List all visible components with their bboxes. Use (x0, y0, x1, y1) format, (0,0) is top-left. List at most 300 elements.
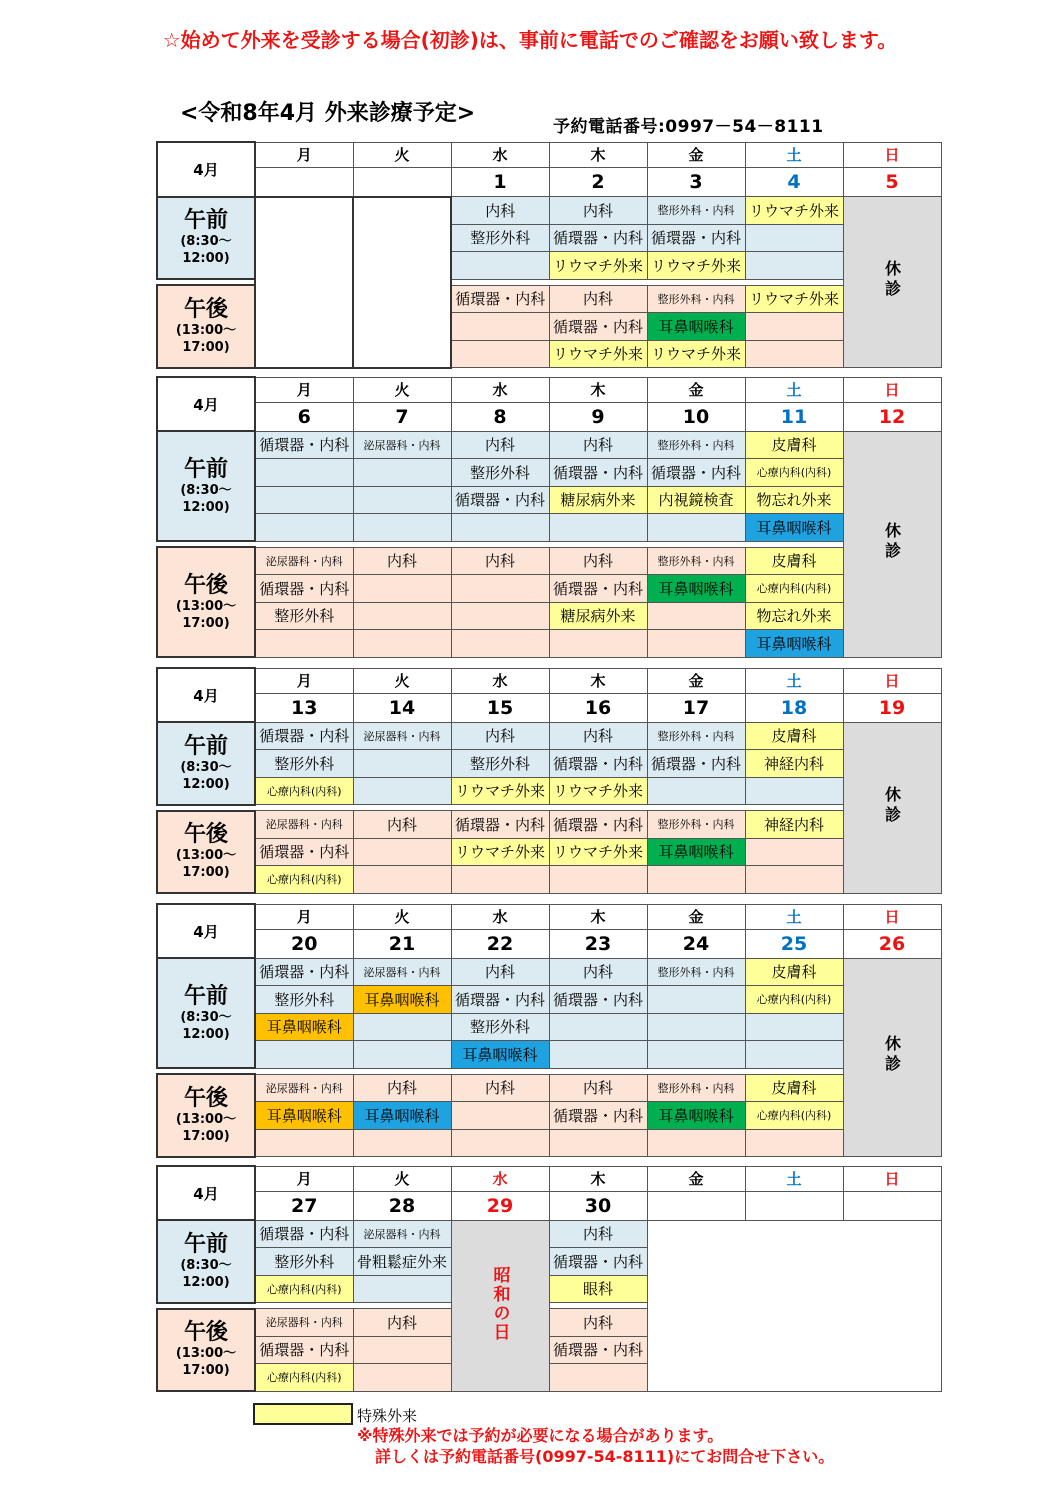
clinic-cell: 神経内科 (745, 750, 843, 778)
month-label: 4月 (157, 1166, 255, 1220)
session-time: (8:30～ (180, 759, 232, 775)
weekday-header: 月 (255, 377, 353, 402)
date-cell: 15 (451, 693, 549, 722)
clinic-cell: 眼科 (549, 1275, 647, 1303)
clinic-cell: 循環器・内科 (549, 750, 647, 778)
clinic-cell (353, 1129, 451, 1157)
session-name: 午前 (183, 983, 228, 1009)
clinic-cell (745, 224, 843, 252)
clinic-cell (353, 777, 451, 805)
week-table (156, 903, 942, 1158)
week-table (156, 376, 942, 658)
clinic-cell: 心療内科(内科) (745, 575, 843, 603)
weekday-header: 金 (647, 142, 745, 167)
afternoon-label (157, 1309, 255, 1392)
clinic-cell: 物忘れ外来 (745, 602, 843, 630)
clinic-cell: 耳鼻咽喉科 (255, 1013, 353, 1041)
clinic-cell: 内科 (451, 547, 549, 575)
weekday-header: 日 (843, 904, 941, 929)
session-name: 午後 (183, 296, 228, 322)
weekday-header: 土 (745, 1166, 843, 1191)
clinic-cell (549, 514, 647, 542)
closed-label: 休診 (882, 1035, 902, 1076)
clinic-cell: 整形外科 (451, 750, 549, 778)
clinic-cell (745, 838, 843, 866)
clinic-cell: 循環器・内科 (647, 459, 745, 487)
weekday-header: 金 (647, 377, 745, 402)
weekday-header: 日 (843, 142, 941, 167)
clinic-cell: 内科 (451, 431, 549, 459)
clinic-cell: リウマチ外来 (451, 777, 549, 805)
date-cell (745, 1191, 843, 1220)
clinic-cell (353, 1041, 451, 1069)
date-cell: 16 (549, 693, 647, 722)
clinic-cell (647, 1129, 745, 1157)
clinic-cell: 内科 (353, 811, 451, 839)
session-name: 午後 (183, 822, 228, 848)
clinic-cell (353, 838, 451, 866)
clinic-cell: 内科 (549, 1074, 647, 1102)
clinic-cell (647, 1041, 745, 1069)
afternoon-label (157, 285, 255, 368)
clinic-cell: 循環器・内科 (549, 575, 647, 603)
clinic-cell: 内科 (549, 958, 647, 986)
session-time: 12:00) (182, 499, 230, 515)
clinic-cell (549, 1013, 647, 1041)
clinic-cell (353, 602, 451, 630)
date-cell: 27 (255, 1191, 353, 1220)
date-cell: 8 (451, 402, 549, 431)
closed-label: 休診 (882, 785, 902, 826)
clinic-cell (745, 777, 843, 805)
legend-label: 特殊外来 (357, 1407, 418, 1425)
clinic-cell: 内科 (549, 722, 647, 750)
date-cell (255, 167, 353, 197)
weekday-header: 土 (745, 904, 843, 929)
date-cell: 23 (549, 929, 647, 958)
date-cell: 13 (255, 693, 353, 722)
afternoon-label (157, 811, 255, 894)
clinic-cell (451, 575, 549, 603)
clinic-cell: 耳鼻咽喉科 (745, 630, 843, 658)
clinic-cell: 整形外科 (451, 224, 549, 252)
date-cell: 18 (745, 693, 843, 722)
clinic-cell: 整形外科 (255, 602, 353, 630)
clinic-cell (647, 986, 745, 1014)
date-cell: 12 (843, 402, 941, 431)
empty-block (353, 197, 451, 368)
session-name: 午前 (183, 456, 228, 482)
clinic-cell: 皮膚科 (745, 547, 843, 575)
clinic-cell: 整形外科・内科 (647, 285, 745, 313)
clinic-cell: 内科 (451, 722, 549, 750)
date-cell: 4 (745, 167, 843, 197)
clinic-cell: 耳鼻咽喉科 (647, 313, 745, 341)
morning-label (157, 197, 255, 280)
clinic-cell: 心療内科(内科) (255, 1364, 353, 1392)
legend-swatch (253, 1403, 353, 1425)
date-cell: 25 (745, 929, 843, 958)
closed-cell (843, 958, 941, 1157)
weekday-header: 日 (843, 1166, 941, 1191)
clinic-cell: リウマチ外来 (451, 838, 549, 866)
weekday-header: 金 (647, 904, 745, 929)
month-label: 4月 (157, 668, 255, 722)
clinic-cell (353, 1364, 451, 1392)
clinic-cell: 整形外科 (255, 750, 353, 778)
weekday-header: 土 (745, 668, 843, 693)
date-cell: 6 (255, 402, 353, 431)
clinic-cell: リウマチ外来 (647, 340, 745, 368)
clinic-cell: 糖尿病外来 (549, 602, 647, 630)
session-time: (8:30～ (180, 1257, 232, 1273)
clinic-cell (647, 630, 745, 658)
clinic-cell: 整形外科 (255, 986, 353, 1014)
clinic-cell: 整形外科 (255, 1248, 353, 1276)
empty-block (647, 1220, 941, 1391)
clinic-cell: 循環器・内科 (549, 224, 647, 252)
clinic-cell: 内科 (549, 1309, 647, 1337)
clinic-cell (745, 1129, 843, 1157)
date-cell: 3 (647, 167, 745, 197)
date-cell (647, 1191, 745, 1220)
clinic-cell: 循環器・内科 (549, 1102, 647, 1130)
clinic-cell: 骨粗鬆症外来 (353, 1248, 451, 1276)
empty-block (255, 197, 353, 368)
clinic-cell: 心療内科(内科) (255, 777, 353, 805)
clinic-cell: 耳鼻咽喉科 (451, 1041, 549, 1069)
session-time: (8:30～ (180, 234, 232, 250)
clinic-cell (255, 630, 353, 658)
clinic-cell: 循環器・内科 (451, 986, 549, 1014)
session-name: 午後 (183, 1320, 228, 1346)
session-name: 午前 (183, 1231, 228, 1257)
clinic-cell: 整形外科・内科 (647, 1074, 745, 1102)
weekday-header: 木 (549, 904, 647, 929)
clinic-cell: 循環器・内科 (549, 313, 647, 341)
clinic-cell (745, 252, 843, 280)
session-time: (13:00～ (175, 322, 237, 338)
weekday-header: 水 (451, 904, 549, 929)
clinic-cell: 循環器・内科 (255, 722, 353, 750)
date-cell: 20 (255, 929, 353, 958)
clinic-cell: 耳鼻咽喉科 (647, 575, 745, 603)
clinic-cell (353, 1275, 451, 1303)
date-cell (843, 1191, 941, 1220)
clinic-cell: リウマチ外来 (647, 252, 745, 280)
clinic-cell (647, 866, 745, 894)
clinic-cell: 糖尿病外来 (549, 486, 647, 514)
clinic-cell: 整形外科・内科 (647, 431, 745, 459)
clinic-cell (451, 866, 549, 894)
date-cell: 28 (353, 1191, 451, 1220)
weekday-header: 金 (647, 1166, 745, 1191)
clinic-cell: リウマチ外来 (549, 838, 647, 866)
clinic-cell: 整形外科・内科 (647, 197, 745, 225)
clinic-cell: 循環器・内科 (255, 575, 353, 603)
clinic-cell (353, 1013, 451, 1041)
clinic-cell: 整形外科・内科 (647, 811, 745, 839)
clinic-cell: 皮膚科 (745, 722, 843, 750)
weekday-header: 水 (451, 377, 549, 402)
clinic-cell (353, 630, 451, 658)
date-cell: 29 (451, 1191, 549, 1220)
session-time: 17:00) (182, 865, 230, 881)
clinic-cell (451, 1102, 549, 1130)
week-table (156, 141, 942, 369)
closed-cell (843, 722, 941, 893)
session-time: (8:30～ (180, 1009, 232, 1025)
clinic-cell: 内科 (353, 547, 451, 575)
session-name: 午前 (183, 208, 228, 234)
date-cell: 21 (353, 929, 451, 958)
clinic-cell: 内科 (451, 958, 549, 986)
clinic-cell (353, 486, 451, 514)
clinic-cell: 耳鼻咽喉科 (353, 986, 451, 1014)
clinic-cell: 心療内科(内科) (745, 459, 843, 487)
morning-label (157, 431, 255, 541)
clinic-cell: 心療内科(内科) (745, 1102, 843, 1130)
morning-label (157, 722, 255, 805)
clinic-cell: 循環器・内科 (647, 750, 745, 778)
weekday-header: 木 (549, 668, 647, 693)
clinic-cell (451, 514, 549, 542)
footnote-line-2: 詳しくは予約電話番号(0997-54-8111)にてお問合せ下さい。 (375, 1447, 835, 1466)
clinic-cell: 泌尿器科・内科 (353, 431, 451, 459)
closed-label: 休診 (882, 260, 902, 300)
clinic-cell (451, 252, 549, 280)
session-time: (13:00～ (175, 1346, 237, 1362)
clinic-cell: 内科 (451, 197, 549, 225)
footnote-line-1: ※特殊外来では予約が必要になる場合があります。 (357, 1426, 724, 1445)
clinic-cell: 内視鏡検査 (647, 486, 745, 514)
clinic-cell: リウマチ外来 (745, 197, 843, 225)
clinic-cell: 循環器・内科 (549, 459, 647, 487)
clinic-cell: 内科 (549, 285, 647, 313)
clinic-cell (647, 514, 745, 542)
date-cell: 30 (549, 1191, 647, 1220)
clinic-cell (549, 866, 647, 894)
clinic-cell (255, 459, 353, 487)
clinic-cell: リウマチ外来 (745, 285, 843, 313)
date-cell: 24 (647, 929, 745, 958)
clinic-cell: 泌尿器科・内科 (353, 1220, 451, 1248)
weekday-header: 火 (353, 377, 451, 402)
clinic-cell (549, 630, 647, 658)
clinic-cell (451, 313, 549, 341)
clinic-cell: 循環器・内科 (549, 1248, 647, 1276)
date-cell: 22 (451, 929, 549, 958)
weekday-header: 水 (451, 142, 549, 167)
showa-day-label: 昭和の日 (489, 1265, 510, 1342)
morning-label (157, 1220, 255, 1303)
date-cell: 19 (843, 693, 941, 722)
clinic-cell: 循環器・内科 (549, 1336, 647, 1364)
month-label: 4月 (157, 904, 255, 958)
clinic-cell: リウマチ外来 (549, 777, 647, 805)
clinic-cell (353, 514, 451, 542)
clinic-cell: 耳鼻咽喉科 (255, 1102, 353, 1130)
weekday-header: 月 (255, 142, 353, 167)
clinic-cell: 泌尿器科・内科 (255, 811, 353, 839)
clinic-cell: 循環器・内科 (451, 285, 549, 313)
session-time: (13:00～ (175, 598, 237, 614)
session-time: (8:30～ (180, 482, 232, 498)
weekday-header: 日 (843, 377, 941, 402)
clinic-cell: 皮膚科 (745, 431, 843, 459)
clinic-cell: 泌尿器科・内科 (255, 1309, 353, 1337)
clinic-cell: 循環器・内科 (549, 986, 647, 1014)
clinic-cell: リウマチ外来 (549, 340, 647, 368)
clinic-cell (745, 340, 843, 368)
clinic-cell: 循環器・内科 (255, 1336, 353, 1364)
month-label: 4月 (157, 377, 255, 431)
clinic-cell: 泌尿器科・内科 (353, 722, 451, 750)
clinic-cell (353, 575, 451, 603)
weekday-header: 水 (451, 1166, 549, 1191)
clinic-cell: 物忘れ外来 (745, 486, 843, 514)
weekday-header: 木 (549, 1166, 647, 1191)
week-table (156, 1165, 942, 1392)
weekday-header: 月 (255, 668, 353, 693)
session-name: 午後 (183, 1085, 228, 1111)
date-cell: 10 (647, 402, 745, 431)
clinic-cell (353, 1336, 451, 1364)
clinic-cell (353, 459, 451, 487)
clinic-cell: 循環器・内科 (451, 486, 549, 514)
weekday-header: 土 (745, 142, 843, 167)
clinic-cell: 内科 (549, 431, 647, 459)
clinic-cell: 耳鼻咽喉科 (745, 514, 843, 542)
weekday-header: 金 (647, 668, 745, 693)
clinic-cell (745, 1041, 843, 1069)
weekday-header: 木 (549, 142, 647, 167)
clinic-cell: 皮膚科 (745, 958, 843, 986)
weekday-header: 土 (745, 377, 843, 402)
date-cell: 9 (549, 402, 647, 431)
clinic-cell (549, 1041, 647, 1069)
clinic-cell (255, 1129, 353, 1157)
clinic-cell: 耳鼻咽喉科 (647, 1102, 745, 1130)
clinic-cell: 心療内科(内科) (255, 866, 353, 894)
clinic-cell: 内科 (353, 1074, 451, 1102)
session-time: 17:00) (182, 615, 230, 631)
clinic-cell: 心療内科(内科) (745, 986, 843, 1014)
month-label: 4月 (157, 142, 255, 197)
clinic-cell: 泌尿器科・内科 (353, 958, 451, 986)
clinic-cell: 整形外科 (451, 1013, 549, 1041)
clinic-cell: 泌尿器科・内科 (255, 547, 353, 575)
clinic-cell: 整形外科・内科 (647, 958, 745, 986)
weekday-header: 火 (353, 668, 451, 693)
clinic-cell: 循環器・内科 (255, 431, 353, 459)
clinic-cell (353, 750, 451, 778)
session-time: 17:00) (182, 339, 230, 355)
clinic-cell: 内科 (353, 1309, 451, 1337)
weekday-header: 水 (451, 668, 549, 693)
clinic-cell: 循環器・内科 (255, 958, 353, 986)
weekday-header: 日 (843, 668, 941, 693)
date-cell: 1 (451, 167, 549, 197)
morning-label (157, 958, 255, 1068)
closed-label: 休診 (882, 522, 902, 562)
clinic-cell (745, 313, 843, 341)
afternoon-label (157, 1074, 255, 1157)
session-time: 12:00) (182, 776, 230, 792)
clinic-cell (353, 866, 451, 894)
session-time: 17:00) (182, 1128, 230, 1144)
session-time: (13:00～ (175, 1111, 237, 1127)
clinic-cell: 内科 (549, 1220, 647, 1248)
week-table (156, 667, 942, 894)
clinic-cell (647, 777, 745, 805)
clinic-cell: 内科 (549, 547, 647, 575)
first-visit-notice: ☆始めて外来を受診する場合(初診)は、事前に電話でのご確認をお願い致します。 (162, 28, 898, 52)
clinic-cell (255, 486, 353, 514)
session-time: (13:00～ (175, 848, 237, 864)
clinic-cell: 循環器・内科 (549, 811, 647, 839)
clinic-cell: 循環器・内科 (451, 811, 549, 839)
clinic-cell: 循環器・内科 (255, 838, 353, 866)
clinic-cell (745, 866, 843, 894)
clinic-cell (745, 1013, 843, 1041)
weekday-header: 火 (353, 904, 451, 929)
session-time: 17:00) (182, 1363, 230, 1379)
afternoon-label (157, 547, 255, 657)
weekday-header: 火 (353, 1166, 451, 1191)
showa-day-cell (451, 1220, 549, 1391)
date-cell (353, 167, 451, 197)
clinic-cell (549, 1129, 647, 1157)
date-cell: 26 (843, 929, 941, 958)
clinic-cell (255, 514, 353, 542)
session-time: 12:00) (182, 1026, 230, 1042)
date-cell: 17 (647, 693, 745, 722)
session-name: 午後 (183, 572, 228, 598)
clinic-cell: 泌尿器科・内科 (255, 1074, 353, 1102)
date-cell: 14 (353, 693, 451, 722)
date-cell: 7 (353, 402, 451, 431)
weekday-header: 月 (255, 1166, 353, 1191)
clinic-cell (451, 1129, 549, 1157)
clinic-cell: 神経内科 (745, 811, 843, 839)
session-time: 12:00) (182, 251, 230, 267)
clinic-cell: 内科 (451, 1074, 549, 1102)
footnote (357, 1425, 834, 1467)
clinic-cell: 心療内科(内科) (255, 1275, 353, 1303)
clinic-cell (647, 1013, 745, 1041)
clinic-cell (255, 1041, 353, 1069)
clinic-cell (549, 1364, 647, 1392)
clinic-cell: 耳鼻咽喉科 (353, 1102, 451, 1130)
clinic-cell: 耳鼻咽喉科 (647, 838, 745, 866)
weekday-header: 月 (255, 904, 353, 929)
clinic-cell: 整形外科・内科 (647, 547, 745, 575)
clinic-cell (451, 602, 549, 630)
clinic-cell: 整形外科・内科 (647, 722, 745, 750)
clinic-cell: 循環器・内科 (647, 224, 745, 252)
session-name: 午前 (183, 733, 228, 759)
phone-number: 予約電話番号:0997－54－8111 (553, 117, 824, 137)
closed-cell (843, 197, 941, 368)
date-cell: 11 (745, 402, 843, 431)
clinic-cell: リウマチ外来 (549, 252, 647, 280)
clinic-cell (451, 630, 549, 658)
date-cell: 2 (549, 167, 647, 197)
clinic-cell: 内科 (549, 197, 647, 225)
weekday-header: 木 (549, 377, 647, 402)
date-cell: 5 (843, 167, 941, 197)
